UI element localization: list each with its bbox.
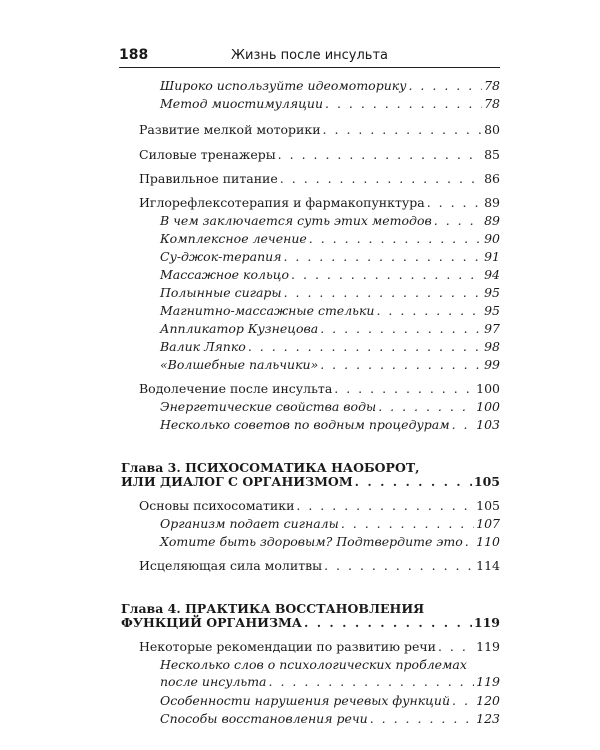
toc-entry: Аппликатор Кузнецова . . . 97 [160, 320, 500, 338]
running-title: Жизнь после инсульта [231, 48, 388, 63]
toc-entry: Способы восстановления речи . . . 123 [160, 710, 500, 728]
page-number: 188 [119, 47, 149, 63]
toc-entry: Хотите быть здоровым? Подтвердите это . . . 110 [160, 533, 500, 551]
toc-entry-first-line: Несколько слов о психологических проблемах [160, 657, 467, 672]
toc-entry: Развитие мелкой моторики . . . 80 [139, 121, 500, 139]
toc-entry: Комплексное лечение . . . 90 [160, 230, 500, 248]
toc-entry: после инсульта . . . 119 [160, 673, 500, 691]
toc-entry: Особенности нарушения речевых функций . . . 120 [160, 692, 500, 710]
toc-entry: Исцеляющая сила молитвы . . . 114 [139, 557, 500, 575]
toc-entry: «Волшебные пальчики» . . . 99 [160, 356, 500, 374]
toc-entry: В чем заключается суть этих методов . . . 89 [160, 212, 500, 230]
chapter-entry: ИЛИ ДИАЛОГ С ОРГАНИЗМОМ . . . 105 [121, 473, 500, 491]
toc-entry: Иглорефлексотерапия и фармакопунктура . . . 89 [139, 194, 500, 212]
toc-entry: Водолечение после инсульта . . . 100 [139, 380, 500, 398]
toc-entry: Валик Ляпко . . . 98 [160, 338, 500, 356]
toc-entry: Энергетические свойства воды . . . 100 [160, 398, 500, 416]
toc-entry: Магнитно-массажные стельки . . . 95 [160, 302, 500, 320]
toc-entry: Широко используйте идеомоторику . . . 78 [160, 77, 500, 95]
chapter-title: Глава 4. ПРАКТИКА ВОССТАНОВЛЕНИЯ [121, 601, 425, 616]
toc-entry: Несколько советов по водным процедурам . . . 103 [160, 416, 500, 434]
toc-entry: Правильное питание . . . 86 [139, 170, 500, 188]
toc-entry: Некоторые рекомендации по развитию речи . . . 119 [139, 638, 500, 656]
chapter-title: Глава 3. ПСИХОСОМАТИКА НАОБОРОТ, [121, 460, 420, 475]
page-header [119, 47, 500, 68]
chapter-entry: ФУНКЦИЙ ОРГАНИЗМА . . . 119 [121, 614, 500, 632]
toc-entry: Полынные сигары . . . 95 [160, 284, 500, 302]
toc-entry: Основы психосоматики . . . 105 [139, 497, 500, 515]
toc-entry: Организм подает сигналы . . . 107 [160, 515, 500, 533]
toc-entry: Метод миостимуляции . . . 78 [160, 95, 500, 113]
toc-entry: Су-джок-терапия . . . 91 [160, 248, 500, 266]
toc-entry: Массажное кольцо . . . 94 [160, 266, 500, 284]
toc-entry: Силовые тренажеры . . . 85 [139, 146, 500, 164]
